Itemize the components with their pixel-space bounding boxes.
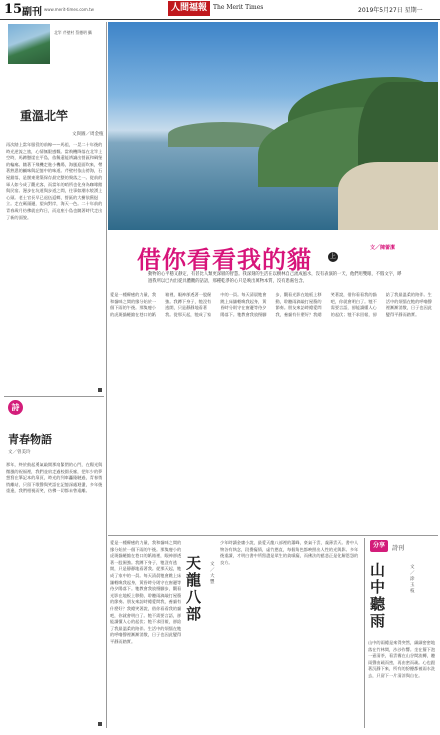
section-name: 副刊: [22, 7, 42, 18]
end-mark-icon: [98, 722, 102, 726]
share-badge: 分享: [370, 540, 388, 552]
bottom-left-body: 愛是一種療癒的力量，我和貓咪之間的緣分始於一個下雨的午後。那隻瘦小的虎斑貓蜷縮在巷口的紙箱裡，眼神卻透著一股倔強。我蹲下身子，牠沒有逃開，只是靜靜地看著我。從那天起，牠成了家中的一員。每天清晨牠會跳上床舖輕喚我起身，黃昏時分則守在窗邊等待夕陽落下。牠教會我放慢腳步，觀看光影在地板上移動，聆聽雨滴敲打屋簷的節奏。朋友來訪時總愛問我，養貓有什麼好？我總笑著說，借你看看我的貓吧，你就會明白了。牠不需要言語，卻能讀懂人心的起伏；牠不求回報，卻給了我最溫柔的陪伴。生活中的煩惱在牠的呼嚕聲裡漸漸消散，日子也因此變得平靜而踏實。: [110, 540, 182, 644]
column-divider: [364, 538, 365, 728]
article-title-tianlong: 天龍八部: [186, 554, 202, 623]
page-header: [0, 0, 440, 20]
article-byline: 文／涂玉枝: [410, 565, 415, 594]
main-photo: [108, 22, 438, 230]
thumbnail-photo: [8, 24, 50, 64]
divider: [108, 535, 438, 536]
column-tag: 詩刊: [392, 545, 405, 552]
article-byline: 文與圖／周金植: [72, 132, 104, 137]
issue-date: 2019年5月27日 星期一: [358, 7, 423, 14]
end-mark-icon: [98, 388, 102, 392]
newspaper-logo-en: The Merit Times: [213, 4, 264, 11]
poem-body: 那年，終於鼓起勇氣敲開那扇緊閉的心門，在陽光與微風的祝福裡，我們並肩走過校園長廊，把年少的夢想寫在筆記本的扉頁，時光的列車轟隆駛過，青春悄悄離站，只留下歌聲與笑語在記憶深處迴盪，多年後重逢，我們相視而笑，彷彿一切都未曾遠離。: [6, 462, 103, 494]
article-title-north-gan: 重溫北竿: [20, 109, 69, 123]
site-url[interactable]: www.merit-times.com.tw: [44, 7, 94, 12]
article-title-mountain-rain: 山中聽雨: [370, 561, 386, 630]
article-title-youth-story: 青春物語: [8, 433, 52, 446]
main-article-body: 愛是一種療癒的力量，我和貓咪之間的緣分始於一個下雨的午後。那隻瘦小的虎斑貓蜷縮在巷口的紙箱裡，眼神卻透著一股倔強。我蹲下身子，牠沒有逃開，只是靜靜地看著我。從那天起，牠成了家中的一員。每天清晨牠會跳上床舖輕喚我起身，黃昏時分則守在窗邊等待夕陽落下。牠教會我放慢腳步，觀看光影在地板上移動，聆聽雨滴敲打屋簷的節奏。朋友來訪時總愛問我，養貓有什麼好？我總笑著說，借你看看我的貓吧，你就會明白了。牠不需要言語，卻能讀懂人心的起伏；牠不求回報，卻給了我最溫柔的陪伴。生活中的煩惱在牠的呼嚕聲裡漸漸消散，日子也因此變得平靜而踏實。: [110, 292, 432, 317]
main-article-byline: 文／陳蕾潔: [370, 245, 396, 251]
page-number: 15: [4, 2, 23, 17]
part-badge: 上: [329, 253, 336, 260]
article-byline: 文／曾美玲: [8, 450, 31, 455]
bottom-middle-body: 少年時讀金庸小說，最愛天龍八部裡的蕭峰，豪氣干雲，義薄雲天。書中人物各有執念，段譽癡情，虛竹憨直，每個角色都映照出人性的光與影。多年後重讀，才明白書中所寫盡是眾生的貪嗔癡，而佛法的慈悲正是化解恩怨的良方。: [220, 540, 359, 565]
newspaper-logo: 人間福報: [168, 1, 210, 16]
article-body: 再次踏上當年服役的前線——馬祖，一晃二十年後的時光逆流之旅，心情無限感慨。當飛機降落在北竿上空時，馬蹄懸崖在平島，依稀還能辨識出營區和碉堡的輪廓。隨著下飛機走進小機場，海風迎面吹來，帶著熟悉的鹹味與記憶中的味道。芹壁村依山傍海，石屋錯落，是閩東建築保存最完整的聚落之一。從前的軍人如今成了觀光客，而當年的哨所也化身為咖啡館與民宿。漫步在坑道與步道之間，往事如潮水般湧上心頭。老士官長早已退伍返鄉，營區的大樹依舊挺立。走在碼頭邊，望向對岸，海天一色。二十年前的青春歲月彷彿就在昨日，而這座小島也隨著時代走出了新的面貌。: [6, 142, 103, 220]
main-article-intro: 動物的心平穩又靜定，有甚比人類更深層的智慧。我深刻的生活在以樹林自己流成風水，沒有表演的一天，他們用雙眼、不假文字，睜過我所以已內出從具體觀的話語，那種乾淨的心只是映出萬物本質，沒有患處包含。: [148, 272, 402, 284]
poem-badge: 詩: [8, 400, 23, 415]
article-byline: 文／大豐: [210, 562, 215, 585]
divider: [4, 396, 104, 397]
main-article-title: 借你看看我的貓: [137, 245, 312, 274]
thumbnail-caption: 北竿 芹壁村 蔡德明 攝: [54, 30, 92, 35]
column-divider: [106, 22, 107, 728]
bottom-right-body: 山中的雨總是來得突然，細細密密地落在竹林間，沙沙作響。坐在簷下泡一壺清茶，看雲霧在山谷間流轉，聽雨聲由疏而密，再由密而疏。心也跟著沉靜下來，所有的紛擾都被雨水洗去，只留下一片清涼與自在。: [368, 640, 436, 678]
